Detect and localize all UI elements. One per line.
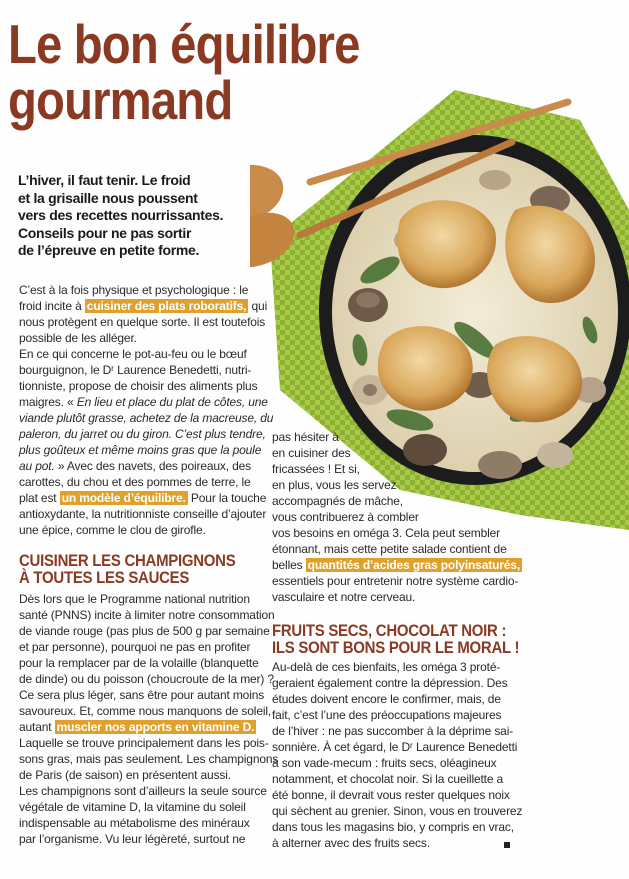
text-line: par l’organisme. Vu leur légèreté, surtout ne	[19, 832, 246, 846]
text-run: En lieu et place du plat de côtes, une	[76, 395, 268, 409]
text-run: plat est	[19, 491, 60, 505]
text-line	[19, 459, 251, 473]
text-line: nous protègent en quelque sorte. Il est toutefois	[19, 315, 266, 329]
text-line: plus goûteux et même moins gras que la poule	[19, 443, 262, 457]
text-line: Dès lors que le Programme national nutrition	[19, 592, 250, 606]
intro-line: Conseils pour ne pas sortir	[18, 224, 192, 241]
text-line: En ce qui concerne le pot-au-feu ou le bœuf	[19, 347, 247, 361]
text-line: vous contribuerez à combler	[272, 510, 419, 524]
text-line: études doivent encore le confirmer, mais, de	[272, 692, 501, 706]
text-run: froid incite à	[19, 299, 85, 313]
text-line	[272, 558, 522, 572]
subheading-champignons	[19, 552, 235, 586]
text-line: geraient également contre la dépression. Des	[272, 676, 508, 690]
text-line: viande plutôt grasse, achetez de la macreuse, du	[19, 411, 274, 425]
text-line: fait, c’est l’une des préoccupations majeures	[272, 708, 502, 722]
text-line: bourguignon, le Dʳ Laurence Benedetti, nutri-	[19, 363, 252, 377]
text-line: santé (PNNS) incite à limiter notre consommation	[19, 608, 275, 622]
text-line	[19, 395, 268, 409]
text-line: vos besoins en oméga 3. Cela peut sembler	[272, 526, 500, 540]
text-line: possible de les alléger.	[19, 331, 137, 345]
text-line: carottes, du chou et des pommes de terre, le	[19, 475, 251, 489]
text-line: a son vade-mecum : fruits secs, oléagineux	[272, 756, 497, 770]
text-line: de dinde) ou du poisson (choucroute de la mer) ?	[19, 672, 274, 686]
subheading-line: FRUITS SECS, CHOCOLAT NOIR :	[272, 621, 507, 640]
highlight: muscler nos apports en vitamine D.	[56, 720, 255, 734]
highlight: cuisiner des plats roboratifs,	[86, 299, 247, 313]
title-line-1: Le bon équilibre	[8, 13, 360, 75]
intro-lead	[18, 172, 258, 260]
text-line: dans tous les magasins bio, y compris en vrac,	[272, 820, 514, 834]
end-mark	[504, 842, 510, 848]
text-line: à alterner avec des fruits secs.	[272, 836, 430, 850]
intro-line: de l’épreuve en petite forme.	[18, 242, 200, 258]
text-run: Pour la touche	[187, 491, 267, 505]
text-line: et par personne), pourquoi ne pas en profiter	[19, 640, 251, 654]
text-line: de viande rouge (pas plus de 500 g par semaine	[19, 624, 270, 638]
chicken-piece	[378, 326, 473, 411]
text-line: indispensable au métabolisme des minéraux	[19, 816, 250, 830]
text-line: fricassées ! Et si,	[272, 462, 360, 476]
text-run: au pot.	[19, 459, 55, 473]
text-line: pour la remplacer par de la volaille (blanquette	[19, 656, 259, 670]
intro-line: et la grisaille nous poussent	[18, 189, 198, 206]
text-line: une épice, comme le clou de girofle.	[19, 523, 206, 537]
text-line: sons gras, mais pas seulement. Les champignons	[19, 752, 279, 766]
text-run: autant	[19, 720, 55, 734]
highlight: quantités d’acides gras polyinsaturés,	[307, 558, 521, 572]
text-line: accompagnés de mâche,	[272, 494, 403, 508]
text-run: belles	[272, 558, 306, 572]
text-line: été bonne, il devrait vous rester quelques noix	[272, 788, 510, 802]
text-line: Ce sera plus léger, sans être pour autant moins	[19, 688, 265, 702]
text-line: sonnière. À cet égard, le Dʳ Laurence Benedetti	[272, 740, 518, 754]
text-line: végétale de vitamine D, la vitamine du soleil	[19, 800, 246, 814]
title-line-2: gourmand	[8, 69, 233, 131]
text-line: vasculaire et notre cerveau.	[272, 590, 416, 604]
text-run: maigres. «	[19, 395, 77, 409]
text-line: de Paris (de saison) en présentent aussi.	[19, 768, 231, 782]
text-line	[19, 299, 267, 313]
subheading-fruits-secs	[272, 622, 519, 656]
text-line: C’est à la fois physique et psychologique : le	[19, 283, 249, 297]
text-line: en plus, vous les servez	[272, 478, 397, 492]
text-line: Au-delà de ces bienfaits, les oméga 3 proté-	[272, 660, 501, 674]
subheading-line: CUISINER LES CHAMPIGNONS	[19, 551, 236, 570]
text-line: de l’hiver : ne pas succomber à la déprime sai-	[272, 724, 514, 738]
text-line: tionniste, propose de choisir des aliments plus	[19, 379, 258, 393]
text-run: qui	[248, 299, 268, 313]
text-line: notamment, et chocolat noir. Si la cueillette a	[272, 772, 504, 786]
subheading-line: À TOUTES LES SAUCES	[19, 568, 190, 587]
intro-line: vers des recettes nourrissantes.	[18, 207, 224, 223]
intro-line: L’hiver, il faut tenir. Le froid	[18, 172, 191, 188]
text-line: étonnant, mais cette petite salade contient de	[272, 542, 507, 556]
text-line	[19, 491, 266, 505]
text-line	[19, 720, 256, 734]
text-line: antioxydante, la nutritionniste conseille d’ajouter	[19, 507, 267, 521]
text-line: en cuisiner des	[272, 446, 351, 460]
text-line: Laquelle se trouve principalement dans les pois-	[19, 736, 269, 750]
text-line: qui sèchent au grenier. Sinon, vous en trouverez	[272, 804, 523, 818]
text-line: savoureux. Et, comme nous manquons de soleil,	[19, 704, 272, 718]
text-run: » Avec des navets, des poireaux, des	[54, 459, 252, 473]
text-line: paleron, du jarret ou du giron. C’est plus tendre,	[19, 427, 266, 441]
text-line: pas hésiter à	[272, 430, 339, 444]
highlight: un modèle d’équilibre.	[61, 491, 186, 505]
text-line: Les champignons sont d’ailleurs la seule source	[19, 784, 267, 798]
subheading-line: ILS SONT BONS POUR LE MORAL !	[272, 638, 520, 657]
text-line: essentiels pour entretenir notre système cardio-	[272, 574, 519, 588]
